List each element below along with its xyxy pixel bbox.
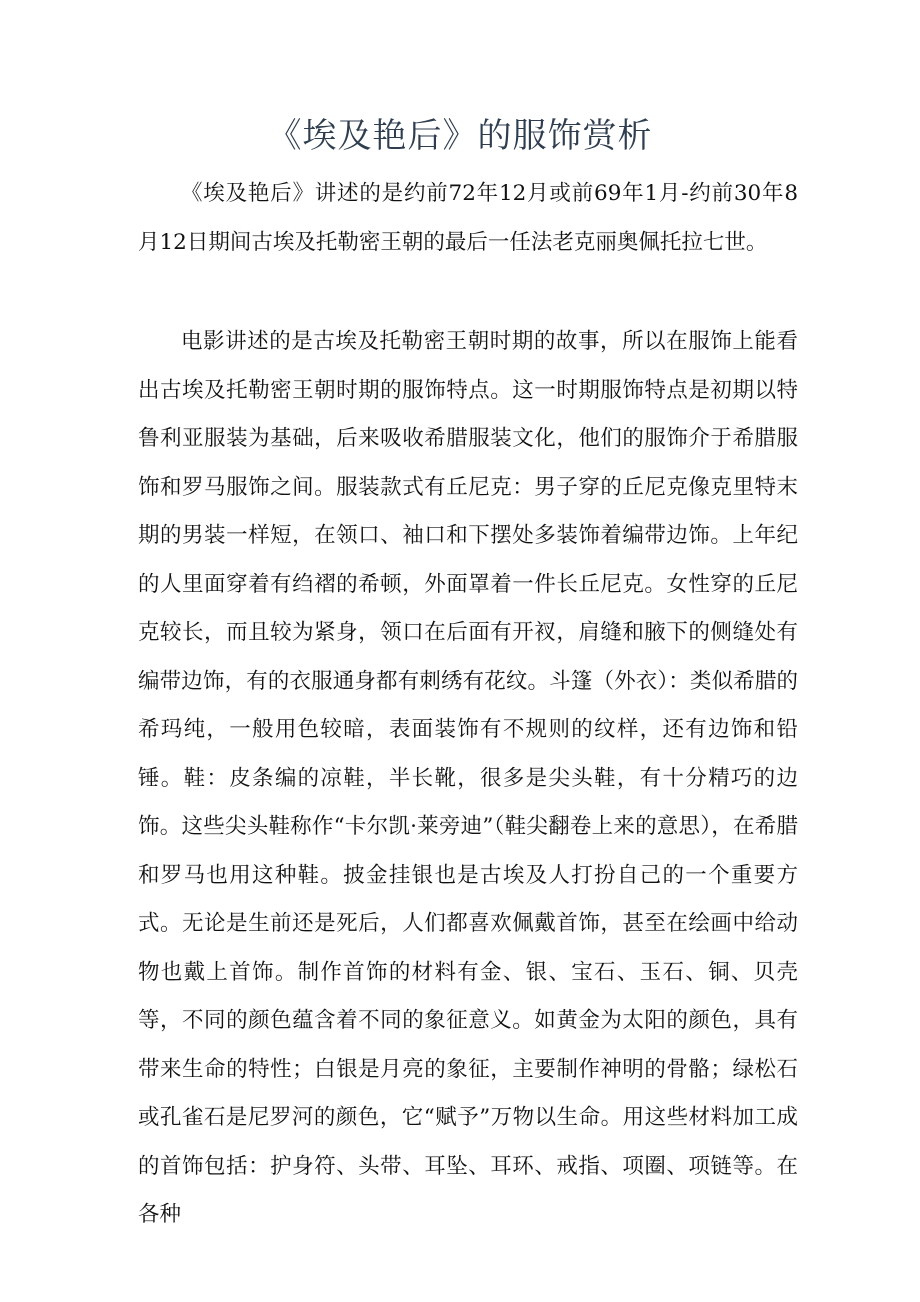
document-title: 《埃及艳后》的服饰赏析 [267, 116, 653, 156]
intro-paragraph: 《埃及艳后》讲述的是约前72年12月或前69年1月-约前30年8月12日期间古埃及托勒密王朝的最后一任法老克丽奥佩托拉七世。 [138, 181, 798, 255]
costume-analysis-paragraph: 电影讲述的是古埃及托勒密王朝时期的故事，所以在服饰上能看出古埃及托勒密王朝时期的服饰特点。这一时期服饰特点是初期以特鲁利亚服装为基础，后来吸收希腊服装文化，他们的服饰介于希腊服饰和罗马服饰之间。服装款式有丘尼克：男子穿的丘尼克像克里特末期的男装一样短，在领口、袖口和下摆处多装饰着编带边饰。上年纪的人里面穿着有绉褶的希顿，外面罩着一件长丘尼克。女性穿的丘尼克较长，而且较为紧身，领口在后面有开衩，肩缝和腋下的侧缝处有编带边饰，有的衣服通身都有刺绣有花纹。斗篷（外衣）：类似希腊的希玛纯，一般用色较暗，表面装饰有不规则的纹样，还有边饰和铅锤。鞋：皮条编的凉鞋，半长靴，很多是尖头鞋，有十分精巧的边饰。这些尖头鞋称作“卡尔凯·莱旁迪”（鞋尖翻卷上来的意思），在希腊和罗马也用这种鞋。披金挂银也是古埃及人打扮自己的一个重要方式。无论是生前还是死后，人们都喜欢佩戴首饰，甚至在绘画中给动物也戴上首饰。制作首饰的材料有金、银、宝石、玉石、铜、贝壳等，不同的颜色蕴含着不同的象征意义。如黄金为太阳的颜色，具有带来生命的特性；白银是月亮的象征，主要制作神明的骨骼；绿松石或孔雀石是尼罗河的颜色，它“赋予”万物以生命。用这些材料加工成的首饰包括：护身符、头带、耳坠、耳环、戒指、项圈、项链等。在各种 [138, 329, 798, 1227]
